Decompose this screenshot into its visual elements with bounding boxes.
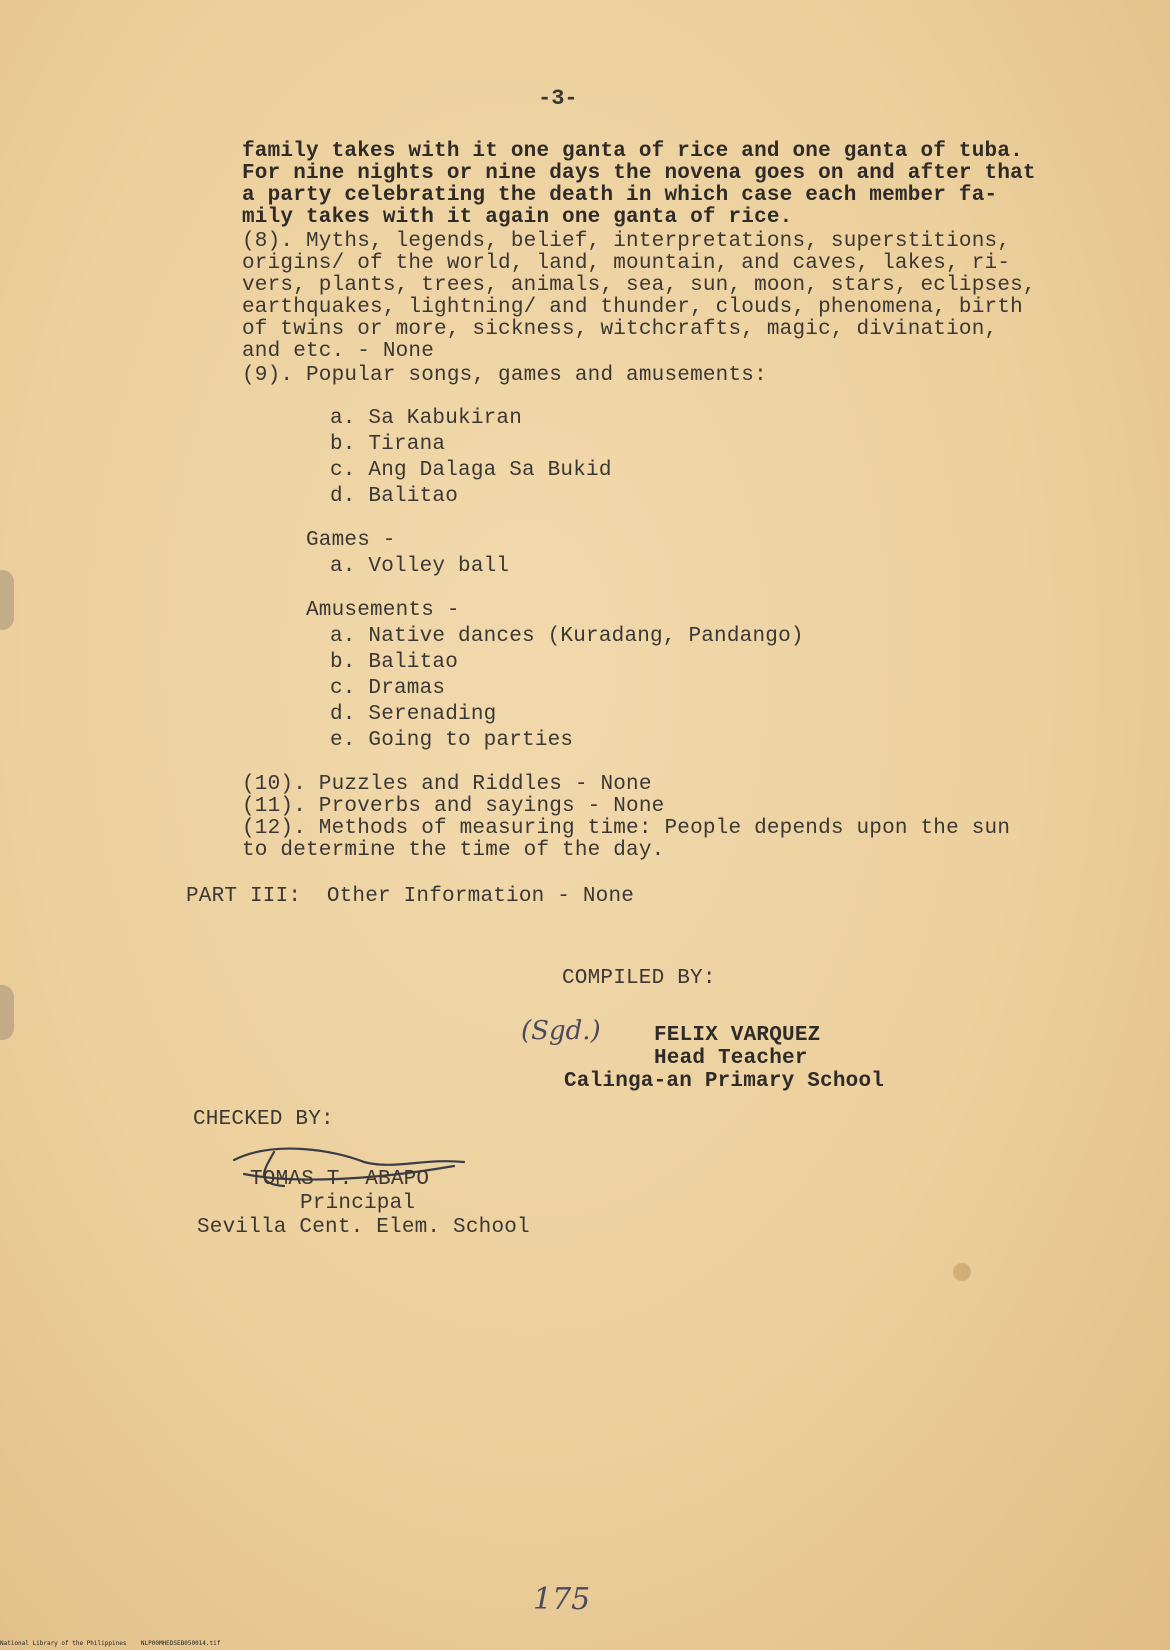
checker-title: Principal (300, 1192, 416, 1215)
item-12-line: to determine the time of the day. (242, 839, 665, 862)
item-8-line: origins/ of the world, land, mountain, and caves, lakes, ri- (242, 252, 1011, 275)
item-8-line: and etc. - None (242, 340, 435, 363)
handwritten-page-number: 175 (533, 1582, 591, 1617)
amusement-item: c. Dramas (330, 677, 446, 700)
item-9-heading: (9). Popular songs, games and amusements: (242, 364, 767, 387)
intro-line: For nine nights or nine days the novena goes on and after that (242, 162, 1036, 185)
item-8-line: earthquakes, lightning/ and thunder, clouds, phenomena, birth (242, 296, 1023, 319)
scan-footer: National Library of the Philippines NLP00MHEDSEB050014.tif (0, 1640, 221, 1647)
checked-by-label: CHECKED BY: (193, 1108, 334, 1131)
amusements-heading: Amusements - (306, 599, 460, 622)
item-10-line: (10). Puzzles and Riddles - None (242, 773, 652, 796)
game-item: a. Volley ball (330, 555, 510, 578)
page-number: -3- (538, 86, 578, 111)
checker-school: Sevilla Cent. Elem. School (197, 1216, 530, 1239)
checker-name: TOMAS T. ABAPO (250, 1168, 430, 1191)
song-item: d. Balitao (330, 485, 459, 508)
song-item: a. Sa Kabukiran (330, 407, 523, 430)
amusement-item: e. Going to parties (330, 729, 574, 752)
games-heading: Games - (306, 529, 396, 552)
intro-line: mily takes with it again one ganta of rice. (242, 206, 793, 229)
item-8-line: of twins or more, sickness, witchcrafts, magic, divination, (242, 318, 998, 341)
intro-line: family takes with it one ganta of rice and one ganta of tuba. (242, 140, 1023, 163)
intro-line: a party celebrating the death in which case each member fa- (242, 184, 998, 207)
amusement-item: b. Balitao (330, 651, 459, 674)
part-3-line: PART III: Other Information - None (186, 885, 635, 908)
item-8-line: vers, plants, trees, animals, sea, sun, moon, stars, eclipses, (242, 274, 1036, 297)
page-edge-shadow (0, 985, 14, 1040)
compiler-title: Head Teacher (654, 1047, 808, 1070)
compiler-school: Calinga-an Primary School (564, 1070, 885, 1093)
song-item: c. Ang Dalaga Sa Bukid (330, 459, 612, 482)
song-item: b. Tirana (330, 433, 446, 456)
compiled-by-label: COMPILED BY: (562, 967, 716, 990)
page-edge-shadow (0, 570, 14, 630)
item-8-line: (8). Myths, legends, belief, interpretations, superstitions, (242, 230, 1011, 253)
sgd-annotation: (Sgd.) (521, 1016, 601, 1046)
paper-stain (953, 1263, 971, 1281)
item-12-line: (12). Methods of measuring time: People depends upon the sun (242, 817, 1011, 840)
compiler-name: FELIX VARQUEZ (654, 1024, 821, 1047)
amusement-item: a. Native dances (Kuradang, Pandango) (330, 625, 804, 648)
amusement-item: d. Serenading (330, 703, 497, 726)
item-11-line: (11). Proverbs and sayings - None (242, 795, 665, 818)
